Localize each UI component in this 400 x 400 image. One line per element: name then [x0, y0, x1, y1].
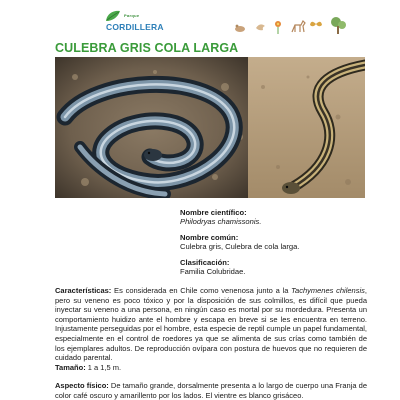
scientific-name-label: Nombre científico: [180, 208, 247, 217]
size-value: 1 a 1,5 m. [85, 363, 122, 372]
aspect-paragraph [55, 381, 367, 400]
page-title: CULEBRA GRIS COLA LARGA [55, 41, 239, 55]
characteristics-text-2: , pero su veneno es poco tóxico y por la disposición de sus colmillos, es difícil que pueda inyectar su veneno a una persona, en ningún caso es mortal por su mordedura. Presenta un comportamiento huidizo ante el hombre y escapa en breve si se les encuentra en terreno. Injustamente perseguidas por el hombre, esta especie de reptil cumple un papel fundamental, especialmente en el control de roedores ya que se alimenta de sus crías como también de los ejemplares adultos. De reproducción ovípara con postura de huevos que no requieren de cuidado parental. [55, 286, 367, 363]
characteristics-italic: Tachymenes chilensis [291, 286, 365, 295]
page-header [0, 0, 400, 40]
decorative-fauna-banner [232, 14, 352, 36]
species-info [180, 208, 380, 283]
classification-label: Clasificación: [180, 258, 230, 267]
classification-value: Familia Colubridae. [180, 267, 246, 276]
deer-icon [292, 21, 305, 32]
park-logo [100, 9, 180, 35]
characteristics-text-1: Es considerada en Chile como venenosa junto a la [111, 286, 292, 295]
size-label: Tamaño: [55, 363, 86, 372]
characteristics-paragraph [55, 286, 367, 363]
scientific-name-value: Philodryas chamissonis. [180, 217, 262, 226]
characteristics-label: Características: [55, 286, 112, 295]
classification-block [180, 258, 380, 276]
frog-icon [235, 25, 245, 32]
leaf-logo-icon [104, 9, 122, 23]
size-paragraph [55, 363, 367, 373]
striped-snake-photo [248, 57, 365, 198]
aspect-label: Aspecto físico: [55, 381, 109, 390]
bird-icon [256, 24, 265, 30]
tree-icon [331, 17, 346, 34]
flower-icon [275, 21, 281, 34]
coiled-snake-photo [55, 57, 248, 198]
common-name-value: Culebra gris, Culebra de cola larga. [180, 242, 300, 251]
common-name-label: Nombre común: [180, 233, 239, 242]
logo-top-text: Parque [124, 13, 140, 18]
butterfly-icon [310, 22, 322, 27]
scientific-name-block [180, 208, 380, 226]
aspect-text: De tamaño grande, dorsalmente presenta a lo largo de cuerpo una Franja de color café oscuro y amarillento por los lados. El vientre es blanco grisáceo. [55, 381, 367, 400]
common-name-block [180, 233, 380, 251]
logo-main-text: CORDILLERA [106, 22, 164, 32]
